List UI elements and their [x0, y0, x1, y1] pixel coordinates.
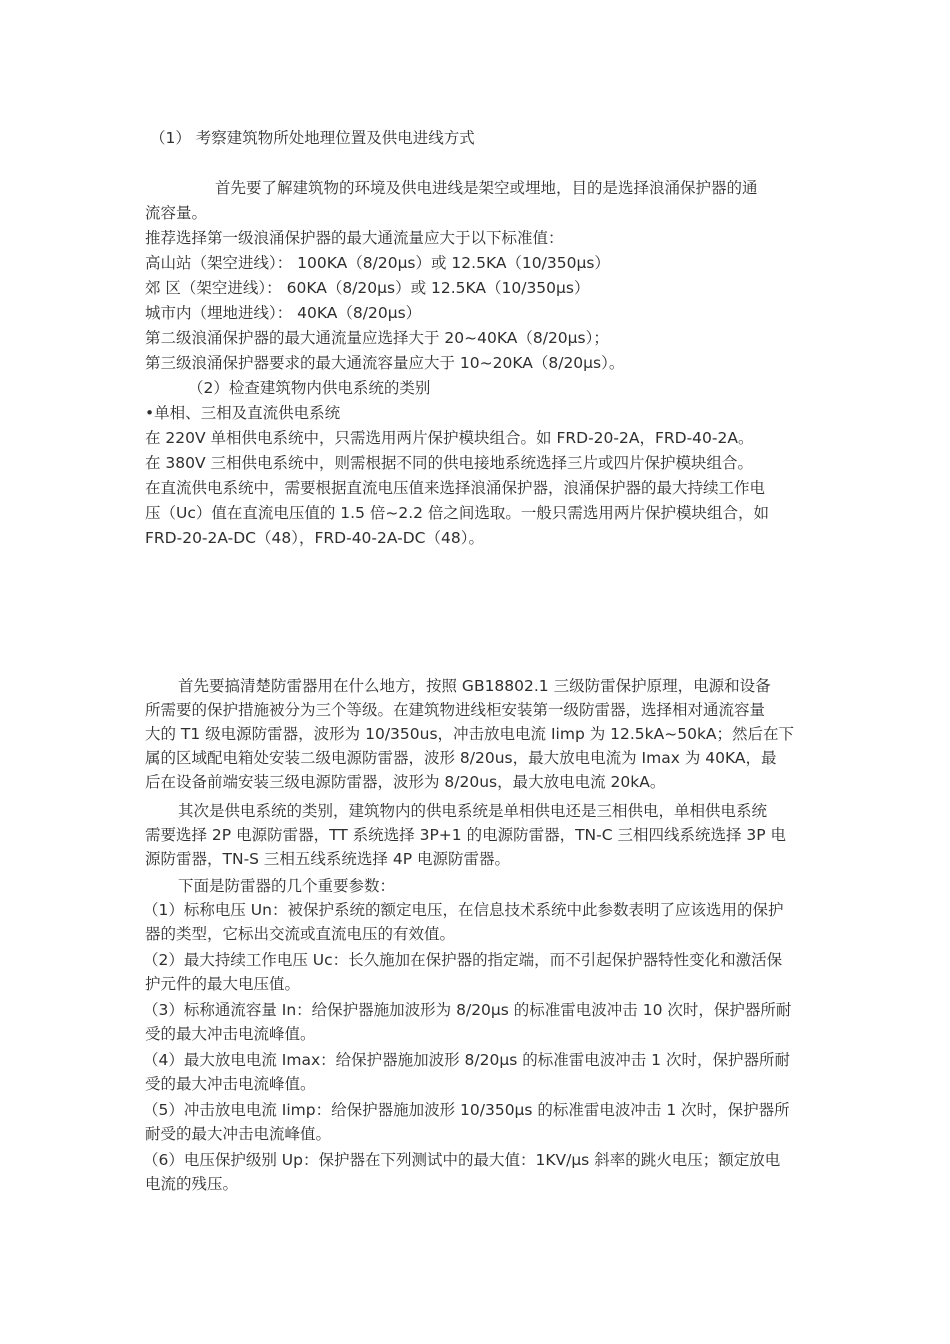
standard-mountain: 高山站（架空进线）： 100KA（8/20μs）或 12.5KA（10/350μs） — [145, 254, 610, 272]
param-line: 受的最大冲击电流峰值。 — [145, 1025, 316, 1043]
recommend-text: 推荐选择第一级浪涌保护器的最大通流量应大于以下标准值： — [145, 229, 564, 247]
param-line: 耐受的最大冲击电流峰值。 — [145, 1125, 332, 1143]
three-phase-text: 在 380V 三相供电系统中，则需根据不同的供电接地系统选择三片或四片保护模块组合。 — [145, 454, 754, 472]
param-line: （4）最大放电电流 Imax：给保护器施加波形 8/20μs 的标准雷电波冲击 1 次时，保护器所耐 — [143, 1051, 790, 1069]
section-heading-1: （1） 考察建筑物所处地理位置及供电进线方式 — [150, 129, 475, 147]
param-line: （2）最大持续工作电压 Uc：长久施加在保护器的指定端，而不引起保护器特性变化和激活保 — [143, 951, 783, 969]
paragraph-line: 源防雷器，TN-S 三相五线系统选择 4P 电源防雷器。 — [145, 850, 510, 868]
paragraph-line: 属的区域配电箱处安装二级电源防雷器，波形 8/20us，最大放电电流为 Imax 为 40KA，最 — [145, 749, 777, 767]
param-line: 护元件的最大电压值。 — [145, 975, 301, 993]
paragraph-line: 下面是防雷器的几个重要参数： — [178, 877, 396, 895]
paragraph-line: 需要选择 2P 电源防雷器，TT 系统选择 3P+1 的电源防雷器，TN-C 三相四线系统选择 3P 电 — [145, 826, 787, 844]
paragraph-line: 后在设备前端安装三级电源防雷器，波形为 8/20us，最大放电电流 20kA。 — [145, 773, 666, 791]
second-level-text: 第二级浪涌保护器的最大通流量应选择大于 20~40KA（8/20μs）； — [145, 329, 609, 347]
bullet-item: •单相、三相及直流供电系统 — [145, 404, 341, 422]
param-line: （3）标称通流容量 In：给保护器施加波形为 8/20μs 的标准雷电波冲击 10 次时，保护器所耐 — [143, 1001, 792, 1019]
param-line: 器的类型，它标出交流或直流电压的有效值。 — [145, 925, 456, 943]
param-line: 电流的残压。 — [145, 1175, 239, 1193]
paragraph-line: 其次是供电系统的类别，建筑物内的供电系统是单相供电还是三相供电，单相供电系统 — [178, 802, 768, 820]
paragraph-line: 首先要搞清楚防雷器用在什么地方，按照 GB18802.1 三级防雷保护原理，电源和设备 — [178, 677, 771, 695]
param-line: （6）电压保护级别 Up：保护器在下列测试中的最大值：1KV/μs 斜率的跳火电压；额定放电 — [143, 1151, 781, 1169]
intro-line: 首先要了解建筑物的环境及供电进线是架空或埋地，目的是选择浪涌保护器的通 — [215, 179, 758, 197]
param-line: 受的最大冲击电流峰值。 — [145, 1075, 316, 1093]
third-level-text: 第三级浪涌保护器要求的最大通流容量应大于 10~20KA（8/20μs）。 — [145, 354, 625, 372]
param-line: （5）冲击放电电流 Iimp：给保护器施加波形 10/350μs 的标准雷电波冲击 1 次时，保护器所 — [143, 1101, 790, 1119]
dc-text: 压（Uc）值在直流电压值的 1.5 倍~2.2 倍之间选取。一般只需选用两片保护模块组合，如 — [145, 504, 769, 522]
paragraph-line: 所需要的保护措施被分为三个等级。在建筑物进线柜安装第一级防雷器，选择相对通流容量 — [145, 701, 766, 719]
standard-suburb: 郊 区（架空进线）： 60KA（8/20μs）或 12.5KA（10/350μs） — [145, 279, 590, 297]
param-line: （1）标称电压 Un：被保护系统的额定电压，在信息技术系统中此参数表明了应该选用的保护 — [143, 901, 784, 919]
section-heading-2: （2）检查建筑物内供电系统的类别 — [188, 379, 431, 397]
dc-text: 在直流供电系统中，需要根据直流电压值来选择浪涌保护器，浪涌保护器的最大持续工作电 — [145, 479, 766, 497]
single-phase-text: 在 220V 单相供电系统中，只需选用两片保护模块组合。如 FRD-20-2A，FRD-40-2A。 — [145, 429, 754, 447]
dc-text: FRD-20-2A-DC（48），FRD-40-2A-DC（48）。 — [145, 529, 484, 547]
standard-city: 城市内（埋地进线）： 40KA（8/20μs） — [145, 304, 422, 322]
paragraph-line: 大的 T1 级电源防雷器，波形为 10/350us，冲击放电电流 Iimp 为 12.5kA~50kA；然后在下 — [145, 725, 795, 743]
intro-line: 流容量。 — [145, 204, 208, 222]
